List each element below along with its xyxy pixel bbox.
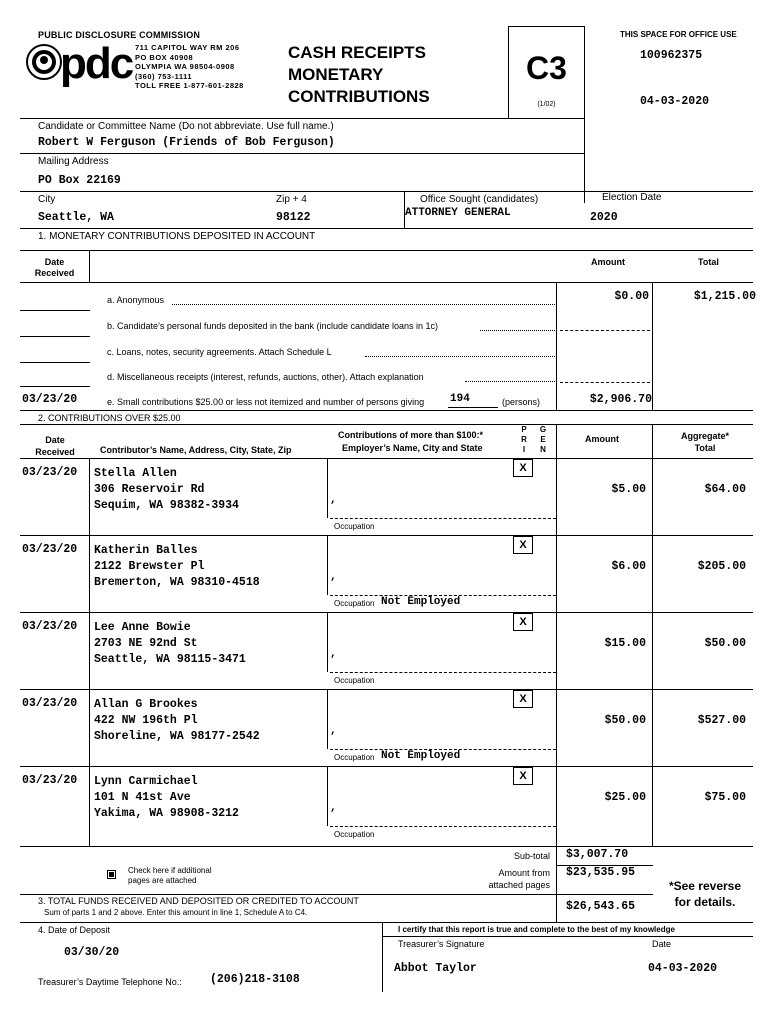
subtotal-label: Sub-total <box>513 851 550 861</box>
employer: , <box>330 725 337 737</box>
candidate-name: Robert W Ferguson (Friends of Bob Ferguson) <box>38 136 335 149</box>
misc-label: d. Miscellaneous receipts (interest, refunds, auctions, other). Attach explanation <box>107 372 424 382</box>
election-date: 2020 <box>590 211 618 224</box>
see-reverse-note <box>655 878 755 910</box>
form-title-line: CASH RECEIPTS <box>288 43 426 62</box>
checkbox-icon <box>107 870 116 879</box>
zip-label: Zip + 4 <box>276 194 307 205</box>
form-title <box>288 42 430 108</box>
office-use-label: THIS SPACE FOR OFFICE USE <box>620 30 737 39</box>
contributor-name: Stella Allen <box>94 467 177 480</box>
primary-election-mark: X <box>513 690 533 708</box>
gen-header: G E N <box>539 425 547 454</box>
employer: , <box>330 802 337 814</box>
anonymous-total: $1,215.00 <box>693 290 756 303</box>
seal-icon <box>24 39 133 88</box>
occupation: Not Employed <box>381 596 461 608</box>
attached-pages-label-line: attached pages <box>488 880 550 890</box>
loans-label: c. Loans, notes, security agreements. Attach Schedule L <box>107 347 332 357</box>
contributor-name: Katherin Balles <box>94 544 198 557</box>
logo-text: pdc <box>60 39 133 88</box>
contributor-block <box>94 774 239 822</box>
contributor-street: 2703 NE 92nd St <box>94 637 198 650</box>
employer-header-1: Contributions of more than $100:* <box>338 430 484 440</box>
certify-text: I certify that this report is true and complete to the best of my knowledge <box>398 925 675 934</box>
contributor-street: 306 Reservoir Rd <box>94 483 205 496</box>
primary-election-mark: X <box>513 459 533 477</box>
phone: (206)218-3108 <box>210 973 300 986</box>
form-code: C3 <box>526 50 567 86</box>
agency-address-line: (360) 753-1111 <box>135 71 193 81</box>
contributor-block <box>94 697 260 745</box>
contributor-city: Bremerton, WA 98310-4518 <box>94 576 260 589</box>
contributor-street: 2122 Brewster Pl <box>94 560 205 573</box>
occupation-label: Occupation <box>334 522 375 531</box>
agency-name: PUBLIC DISCLOSURE COMMISSION <box>38 30 201 40</box>
office-sought-label: Office Sought (candidates) <box>420 194 539 205</box>
small-contrib-amount: $2,906.70 <box>589 393 652 406</box>
contribution-date: 03/23/20 <box>22 774 78 787</box>
contributor-street: 101 N 41st Ave <box>94 791 191 804</box>
mailing-address-label: Mailing Address <box>38 156 109 167</box>
contributor-name: Allan G Brookes <box>94 698 198 711</box>
contribution-aggregate: $205.00 <box>697 560 746 573</box>
attached-pages-amount: $23,535.95 <box>566 866 636 879</box>
attached-pages-label <box>450 867 550 891</box>
primary-election-mark: X <box>513 613 533 631</box>
section4-title: 4. Date of Deposit <box>38 925 111 935</box>
small-contrib-persons-suffix: (persons) <box>502 397 541 407</box>
additional-pages-label <box>128 866 212 886</box>
occupation-label: Occupation <box>334 830 375 839</box>
primary-election-mark: X <box>513 767 533 785</box>
anonymous-label: a. Anonymous <box>107 295 165 305</box>
agency-address-line: TOLL FREE 1-877-601-2828 <box>135 81 244 90</box>
city: Seattle, WA <box>38 211 114 224</box>
section1-amount-header: Amount <box>591 257 625 267</box>
employer: , <box>330 494 337 506</box>
office-date: 04-03-2020 <box>640 95 710 108</box>
contribution-aggregate: $50.00 <box>704 637 746 650</box>
contributor-name: Lynn Carmichael <box>94 775 198 788</box>
contributor-name: Lee Anne Bowie <box>94 621 191 634</box>
subtotal: $3,007.70 <box>566 848 629 861</box>
office-sought: ATTORNEY GENERAL <box>405 207 511 219</box>
small-contrib-persons: 194 <box>450 393 470 405</box>
form-title-line: MONETARY <box>288 65 384 84</box>
contribution-amount: $50.00 <box>604 714 646 727</box>
contribution-aggregate: $75.00 <box>704 791 746 804</box>
contributor-city: Shoreline, WA 98177-2542 <box>94 730 260 743</box>
aggregate-header: Aggregate* Total <box>680 431 729 453</box>
contributor-street: 422 NW 196th Pl <box>94 714 198 727</box>
additional-pages-label-line: Check here if additional <box>128 866 212 875</box>
contribution-aggregate: $527.00 <box>697 714 746 727</box>
sig-date: 04-03-2020 <box>648 962 718 975</box>
contributor-city: Yakima, WA 98908-3212 <box>94 807 239 820</box>
prim-header: P R I <box>521 425 527 454</box>
agency-address <box>135 43 244 91</box>
additional-pages-label-line: pages are attached <box>128 876 197 885</box>
occupation-label: Occupation <box>334 676 375 685</box>
candidate-name-label: Candidate or Committee Name (Do not abbreviate. Use full name.) <box>38 121 334 132</box>
occupation: Not Employed <box>381 750 461 762</box>
additional-pages-checkbox[interactable] <box>107 866 116 875</box>
form-title-line: CONTRIBUTIONS <box>288 87 430 106</box>
contributor-header: Contributor’s Name, Address, City, State, Zip <box>100 445 292 455</box>
section3-subtitle: Sum of parts 1 and 2 above. Enter this amount in line 1, Schedule A to C4. <box>44 908 308 917</box>
occupation-label: Occupation <box>334 753 375 762</box>
section1-title: 1. MONETARY CONTRIBUTIONS DEPOSITED IN ACCOUNT <box>38 231 316 242</box>
contribution-amount: $15.00 <box>604 637 646 650</box>
election-date-label: Election Date <box>602 192 662 203</box>
section2-date-header: Date Received <box>35 435 75 457</box>
office-id: 100962375 <box>640 49 703 62</box>
see-reverse-line: *See reverse <box>668 879 742 893</box>
section2-title: 2. CONTRIBUTIONS OVER $25.00 <box>38 413 181 423</box>
section1-total-header: Total <box>698 257 719 267</box>
employer-header-2: Employer’s Name, City and State <box>342 443 483 453</box>
see-reverse-line: for details. <box>674 895 736 909</box>
occupation-label: Occupation <box>334 599 375 608</box>
contributor-city: Seattle, WA 98115-3471 <box>94 653 246 666</box>
pdc-logo <box>24 39 133 88</box>
contribution-date: 03/23/20 <box>22 697 78 710</box>
section3-title: 3. TOTAL FUNDS RECEIVED AND DEPOSITED OR CREDITED TO ACCOUNT <box>38 896 359 906</box>
mailing-address: PO Box 22169 <box>38 174 121 187</box>
city-label: City <box>38 194 56 205</box>
section1-date-header: Date Received <box>34 257 75 278</box>
contribution-amount: $5.00 <box>611 483 646 496</box>
sig-date-label: Date <box>652 939 672 949</box>
form-revision: (1/02) <box>537 101 556 108</box>
section2-amount-header: Amount <box>585 434 619 444</box>
agency-address-line: OLYMPIA WA 98504-0908 <box>135 62 235 71</box>
grand-total: $26,543.65 <box>566 900 636 913</box>
contribution-aggregate: $64.00 <box>704 483 746 496</box>
contribution-amount: $25.00 <box>604 791 646 804</box>
treasurer-signature: Abbot Taylor <box>394 962 477 975</box>
candidate-funds-label: b. Candidate’s personal funds deposited in the bank (include candidate loans in 1c) <box>107 321 439 331</box>
contribution-date: 03/23/20 <box>22 620 78 633</box>
phone-label: Treasurer’s Daytime Telephone No.: <box>38 977 182 987</box>
agency-address-line: 711 CAPITOL WAY RM 206 <box>135 43 240 52</box>
contributor-block <box>94 466 239 514</box>
small-contrib-date: 03/23/20 <box>22 393 78 406</box>
employer: , <box>330 648 337 660</box>
contributor-block <box>94 620 246 668</box>
contribution-amount: $6.00 <box>611 560 646 573</box>
contributor-block <box>94 543 260 591</box>
small-contrib-label: e. Small contributions $25.00 or less not itemized and number of persons giving <box>107 397 425 407</box>
contribution-date: 03/23/20 <box>22 466 78 479</box>
agency-address-line: PO BOX 40908 <box>135 52 194 62</box>
zip: 98122 <box>276 211 311 224</box>
primary-election-mark: X <box>513 536 533 554</box>
signature-label: Treasurer’s Signature <box>398 939 485 949</box>
contribution-date: 03/23/20 <box>22 543 78 556</box>
deposit-date: 03/30/20 <box>64 946 120 959</box>
anonymous-amount: $0.00 <box>614 290 649 303</box>
contributor-city: Sequim, WA 98382-3934 <box>94 499 239 512</box>
employer: , <box>330 571 337 583</box>
attached-pages-label-line: Amount from <box>498 868 550 878</box>
